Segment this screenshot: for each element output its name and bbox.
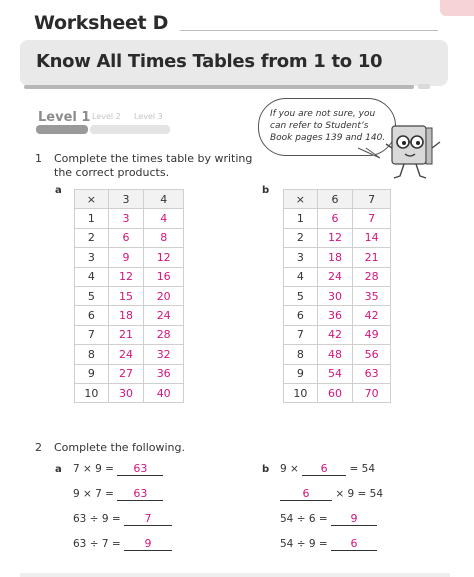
row-multiplicand: 4	[75, 267, 109, 286]
product-answer[interactable]: 6	[317, 209, 353, 228]
header-multiplier: 3	[108, 190, 144, 209]
product-answer[interactable]: 42	[353, 306, 391, 325]
product-answer[interactable]: 70	[353, 383, 391, 402]
row-multiplicand: 3	[284, 248, 318, 267]
product-answer[interactable]: 28	[144, 325, 184, 344]
answer-value: 6	[302, 487, 310, 500]
part-b-line-3	[280, 512, 377, 526]
header-multiply-symbol: ×	[75, 190, 109, 209]
equation-text: 7 × 9 =	[73, 463, 114, 475]
answer-value: 63	[133, 487, 148, 500]
table-row	[284, 248, 391, 267]
book-mascot-icon	[384, 118, 444, 184]
table-row	[284, 228, 391, 247]
product-answer[interactable]: 4	[144, 209, 184, 228]
row-multiplicand: 6	[75, 306, 109, 325]
equation-text: × 9 = 54	[335, 488, 383, 500]
product-answer[interactable]: 36	[144, 364, 184, 383]
equation-text: = 54	[349, 463, 376, 475]
row-multiplicand: 9	[284, 364, 318, 383]
header-multiply-symbol: ×	[284, 190, 318, 209]
answer-blank[interactable]	[302, 462, 346, 476]
product-answer[interactable]: 63	[353, 364, 391, 383]
product-answer[interactable]: 7	[353, 209, 391, 228]
answer-value: 6	[350, 537, 358, 550]
times-table-a	[74, 189, 184, 403]
part-b-line-4	[280, 537, 377, 551]
answer-value: 63	[133, 462, 148, 475]
level-progress-empty	[90, 125, 170, 134]
table-header-row	[284, 190, 391, 209]
row-multiplicand: 5	[75, 286, 109, 305]
table-row	[75, 209, 184, 228]
bottom-rule	[20, 573, 450, 577]
worksheet-title: Worksheet D	[34, 12, 169, 34]
level-3-label: Level 3	[134, 112, 163, 121]
speech-bubble-text	[270, 108, 390, 144]
question-1-text	[54, 152, 252, 180]
table-row	[284, 286, 391, 305]
bubble-line-1: If you are not sure, you	[270, 109, 376, 119]
product-answer[interactable]: 20	[144, 286, 184, 305]
level-1-label: Level 1	[38, 110, 91, 125]
part-a-line-4	[73, 537, 172, 551]
product-answer[interactable]: 12	[108, 267, 144, 286]
row-multiplicand: 2	[284, 228, 318, 247]
product-answer[interactable]: 24	[144, 306, 184, 325]
table-a-label: a	[55, 185, 62, 196]
table-row	[284, 325, 391, 344]
table-row	[75, 286, 184, 305]
bubble-line-2: can refer to Student’s	[270, 121, 369, 131]
answer-value: 7	[144, 512, 152, 525]
times-table-b	[283, 189, 391, 403]
row-multiplicand: 2	[75, 228, 109, 247]
product-answer[interactable]: 6	[108, 228, 144, 247]
row-multiplicand: 9	[75, 364, 109, 383]
table-row	[284, 383, 391, 402]
table-b-label: b	[262, 185, 270, 196]
product-answer[interactable]: 27	[108, 364, 144, 383]
product-answer[interactable]: 30	[317, 286, 353, 305]
part-b-line-1	[280, 462, 375, 476]
table-row	[75, 383, 184, 402]
table-row	[284, 364, 391, 383]
banner-title: Know All Times Tables from 1 to 10	[36, 51, 383, 72]
product-answer[interactable]: 56	[353, 345, 391, 364]
equation-text: 63 ÷ 7 =	[73, 538, 121, 550]
question-1-line-2: the correct products.	[54, 166, 170, 179]
product-answer[interactable]: 35	[353, 286, 391, 305]
product-answer[interactable]: 18	[317, 248, 353, 267]
row-multiplicand: 5	[284, 286, 318, 305]
title-rule	[180, 30, 438, 31]
row-multiplicand: 4	[284, 267, 318, 286]
row-multiplicand: 3	[75, 248, 109, 267]
table-header-row	[75, 190, 184, 209]
row-multiplicand: 7	[75, 325, 109, 344]
product-answer[interactable]: 12	[317, 228, 353, 247]
part-b-line-2	[280, 487, 383, 501]
product-answer[interactable]: 24	[317, 267, 353, 286]
table-row	[75, 267, 184, 286]
table-row	[75, 248, 184, 267]
equation-text: 9 × 7 =	[73, 488, 114, 500]
question-1-number: 1	[35, 152, 42, 165]
answer-value: 9	[350, 512, 358, 525]
product-answer[interactable]: 12	[144, 248, 184, 267]
product-answer[interactable]: 15	[108, 286, 144, 305]
row-multiplicand: 10	[284, 383, 318, 402]
product-answer[interactable]: 42	[317, 325, 353, 344]
answer-blank[interactable]	[117, 487, 163, 501]
level-progress-filled	[36, 125, 88, 134]
table-row	[75, 345, 184, 364]
bubble-line-3: Book pages 139 and 140.	[270, 133, 386, 143]
product-answer[interactable]: 49	[353, 325, 391, 344]
product-answer[interactable]: 18	[108, 306, 144, 325]
part-a-line-3	[73, 512, 172, 526]
table-row	[75, 306, 184, 325]
speech-bubble-tail	[354, 146, 384, 162]
product-answer[interactable]: 3	[108, 209, 144, 228]
banner-underline-cap	[418, 84, 430, 89]
header-multiplier: 6	[317, 190, 353, 209]
product-answer[interactable]: 21	[353, 248, 391, 267]
product-answer[interactable]: 9	[108, 248, 144, 267]
product-answer[interactable]: 14	[353, 228, 391, 247]
part-b-label: b	[262, 464, 270, 475]
equation-text: 54 ÷ 6 =	[280, 513, 328, 525]
level-2-label: Level 2	[92, 112, 121, 121]
table-row	[284, 306, 391, 325]
answer-blank[interactable]	[124, 512, 172, 526]
product-answer[interactable]: 36	[317, 306, 353, 325]
answer-blank[interactable]	[331, 537, 377, 551]
row-multiplicand: 8	[75, 345, 109, 364]
row-multiplicand: 10	[75, 383, 109, 402]
question-1-line-1: Complete the times table by writing	[54, 152, 253, 165]
table-row	[75, 228, 184, 247]
answer-blank[interactable]	[331, 512, 377, 526]
row-multiplicand: 1	[75, 209, 109, 228]
part-a-label: a	[55, 464, 62, 475]
question-2-number: 2	[35, 441, 42, 454]
table-row	[284, 209, 391, 228]
row-multiplicand: 1	[284, 209, 318, 228]
answer-value: 9	[144, 537, 152, 550]
row-multiplicand: 6	[284, 306, 318, 325]
product-answer[interactable]: 32	[144, 345, 184, 364]
banner-underline	[24, 85, 414, 89]
answer-blank[interactable]	[117, 462, 163, 476]
table-row	[284, 345, 391, 364]
part-a-line-2	[73, 487, 163, 501]
table-row	[75, 364, 184, 383]
product-answer[interactable]: 28	[353, 267, 391, 286]
equation-text: 63 ÷ 9 =	[73, 513, 121, 525]
row-multiplicand: 7	[284, 325, 318, 344]
question-2-text: Complete the following.	[54, 441, 186, 454]
product-answer[interactable]: 48	[317, 345, 353, 364]
header-multiplier: 7	[353, 190, 391, 209]
product-answer[interactable]: 16	[144, 267, 184, 286]
equation-text: 9 ×	[280, 463, 299, 475]
corner-decoration	[440, 0, 474, 16]
product-answer[interactable]: 8	[144, 228, 184, 247]
product-answer[interactable]: 30	[108, 383, 144, 402]
product-answer[interactable]: 24	[108, 345, 144, 364]
header-multiplier: 4	[144, 190, 184, 209]
product-answer[interactable]: 21	[108, 325, 144, 344]
answer-blank[interactable]	[280, 487, 332, 501]
answer-value: 6	[320, 462, 328, 475]
equation-text: 54 ÷ 9 =	[280, 538, 328, 550]
product-answer[interactable]: 54	[317, 364, 353, 383]
answer-blank[interactable]	[124, 537, 172, 551]
product-answer[interactable]: 40	[144, 383, 184, 402]
table-row	[284, 267, 391, 286]
table-row	[75, 325, 184, 344]
row-multiplicand: 8	[284, 345, 318, 364]
part-a-line-1	[73, 462, 163, 476]
product-answer[interactable]: 60	[317, 383, 353, 402]
